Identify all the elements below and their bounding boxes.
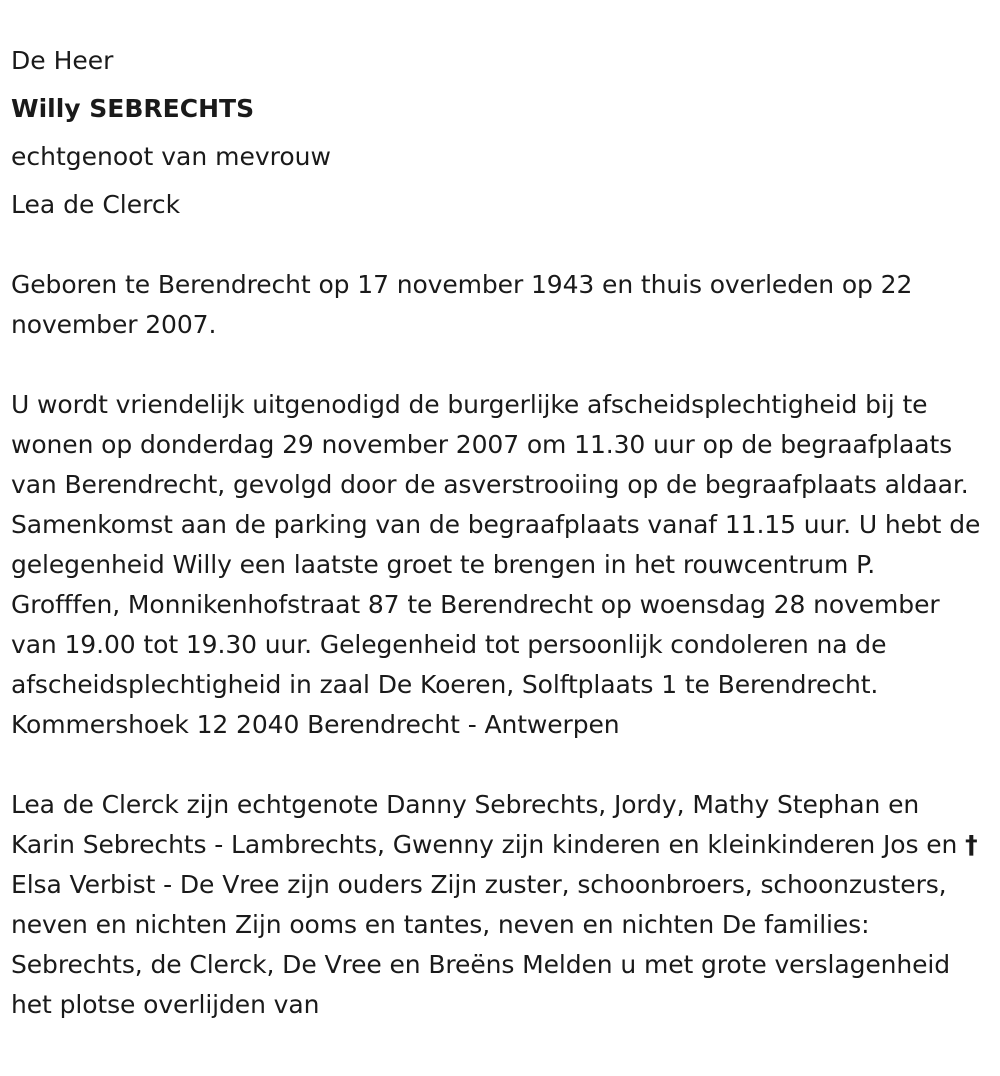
invitation-paragraph: U wordt vriendelijk uitgenodigd de burgerlijke afscheidsplechtigheid bij te wonen op donderdag 29 november 2007 om 11.30 uur op de begraafplaats van Berendrecht, gevolgd door de asverstrooiing op de begraafplaats aldaar. Samenkomst aan de parking van de begraafplaats vanaf 11.15 uur. U hebt de gelegenheid Willy een laatste groet te brengen in het rouwcentrum P. Grofffen, Monnikenhofstraat 87 te Berendrecht op woensdag 28 november van 19.00 tot 19.30 uur. Gelegenheid tot persoonlijk condoleren na de afscheidsplechtigheid in zaal De Koeren, Solftplaats 1 te Berendrecht. Kommershoek 12 2040 Berendrecht - Antwerpen [11, 390, 981, 739]
salutation: De Heer [11, 46, 114, 75]
family-paragraph [11, 785, 990, 1025]
birth-death-paragraph: Geboren te Berendrecht op 17 november 1943 en thuis overleden op 22 november 2007. [11, 270, 913, 339]
relation-text: echtgenoot van mevrouw [11, 142, 331, 171]
deceased-name: Willy SEBRECHTS [11, 94, 255, 123]
family-text-start: Lea de Clerck zijn echtgenote Danny Sebrechts, Jordy, Mathy Stephan en Karin Sebrechts - Lambrechts, Gwenny zijn kinderen en kleinkinderen Jos en [11, 790, 966, 859]
family-text-end: Elsa Verbist - De Vree zijn ouders Zijn zuster, schoonbroers, schoonzusters, neven en nichten Zijn ooms en tantes, neven en nichten De families: Sebrechts, de Clerck, De Vree en Breëns Melden u met grote verslagenheid het plotse overlijden van [11, 870, 951, 1019]
cross-icon: † [965, 830, 978, 859]
spouse-name: Lea de Clerck [11, 190, 181, 219]
